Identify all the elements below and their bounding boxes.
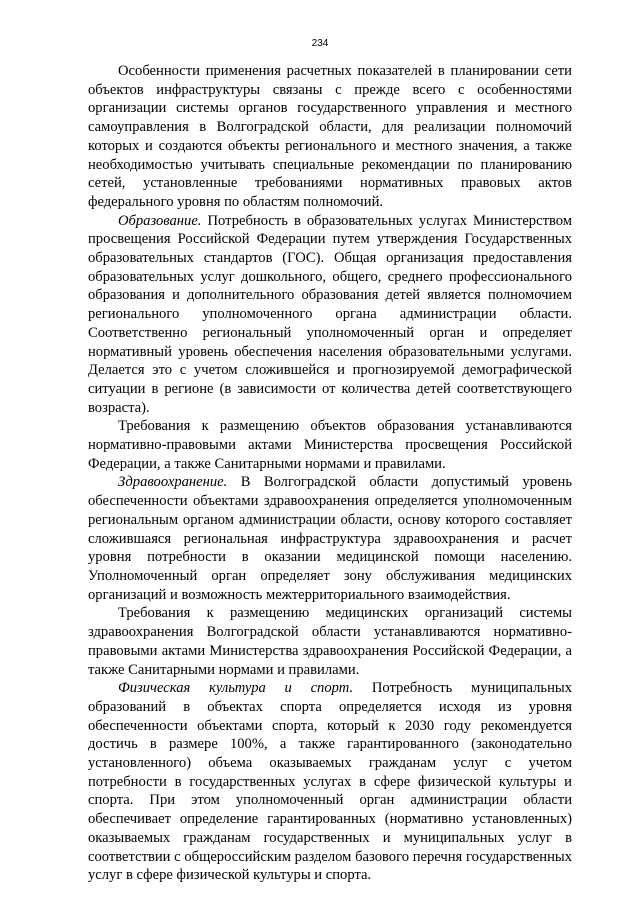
paragraph-education [88, 212, 572, 418]
paragraph-education-requirements [88, 417, 572, 473]
paragraph-text: Требования к размещению объектов образования устанавливаются нормативно-правовыми актами Министерства просвещения Российской Федерации, а также Санитарными нормами и правилами. [88, 418, 572, 472]
page-number: 234 [311, 38, 329, 49]
paragraph-text: Особенности применения расчетных показателей в планировании сети объектов инфраструктуры связаны с прежде всего с особенностями организации системы органов государственного управления и местного самоуправления в Волгоградской области, для реализации полномочий которых и создаются объекты регионального и местного значения, а также необходимостью учитывать специальные рекомендации по планированию сетей, установленные требованиями нормативных правовых актов федерального уровня по областям полномочий. [88, 63, 572, 210]
paragraph-text: Требования к размещению медицинских организаций системы здравоохранения Волгоградской области устанавливаются нормативно-правовыми актами Министерства здравоохранения Российской Федерации, а также Санитарными нормами и правилами. [88, 605, 572, 678]
paragraph-intro [88, 62, 572, 212]
paragraph-lead: Здравоохранение. [118, 474, 228, 491]
document-body [88, 62, 572, 885]
paragraph-healthcare-requirements [88, 604, 572, 679]
paragraph-lead: Образование. [118, 212, 202, 229]
paragraph-text: Потребность муниципальных образований в объектах спорта определяется исходя из уровня обеспеченности объектами спорта, который к 2030 году рекомендуется достичь в размере 100%, а также гарантированного (законодательно установленного) объема оказываемых гражданам услуг с учетом потребности в государственных услугах в сфере физической культуры и спорта. При этом уполномоченный орган администрации области обеспечивает определение гарантированных (нормативно установленных) оказываемых гражданам государственных и муниципальных услуг в соответствии с общероссийским разделом базового перечня государственных услуг в сфере физической культуры и спорта. [88, 680, 572, 884]
paragraph-text: Потребность в образовательных услугах Министерством просвещения Российской Федерации путем утверждения Государственных образовательных стандартов (ГОС). Общая организация предоставления образовательных услуг дошкольного, общего, среднего профессионального образования и дополнительного образования детей является полномочием регионального уполномоченного органа администрации области. Соответственно региональный уполномоченный орган и определяет нормативный уровень обеспечения населения образовательными услугами. Делается это с учетом сложившейся и прогнозируемой демографической ситуации в регионе (в зависимости от количества детей соответствующего возраста). [88, 212, 572, 416]
paragraph-text: В Волгоградской области допустимый уровень обеспеченности объектами здравоохранения определяется уполномоченным региональным органом администрации области, основу которого составляет сложившаяся региональная инфраструктура здравоохранения и расчет уровня потребности в оказании медицинской помощи населению. Уполномоченный орган определяет зону обслуживания медицинских организаций и возможность межтерриториального взаимодействия. [88, 474, 572, 603]
paragraph-lead: Физическая культура и спорт. [118, 680, 354, 697]
paragraph-sport [88, 679, 572, 885]
paragraph-healthcare [88, 473, 572, 604]
